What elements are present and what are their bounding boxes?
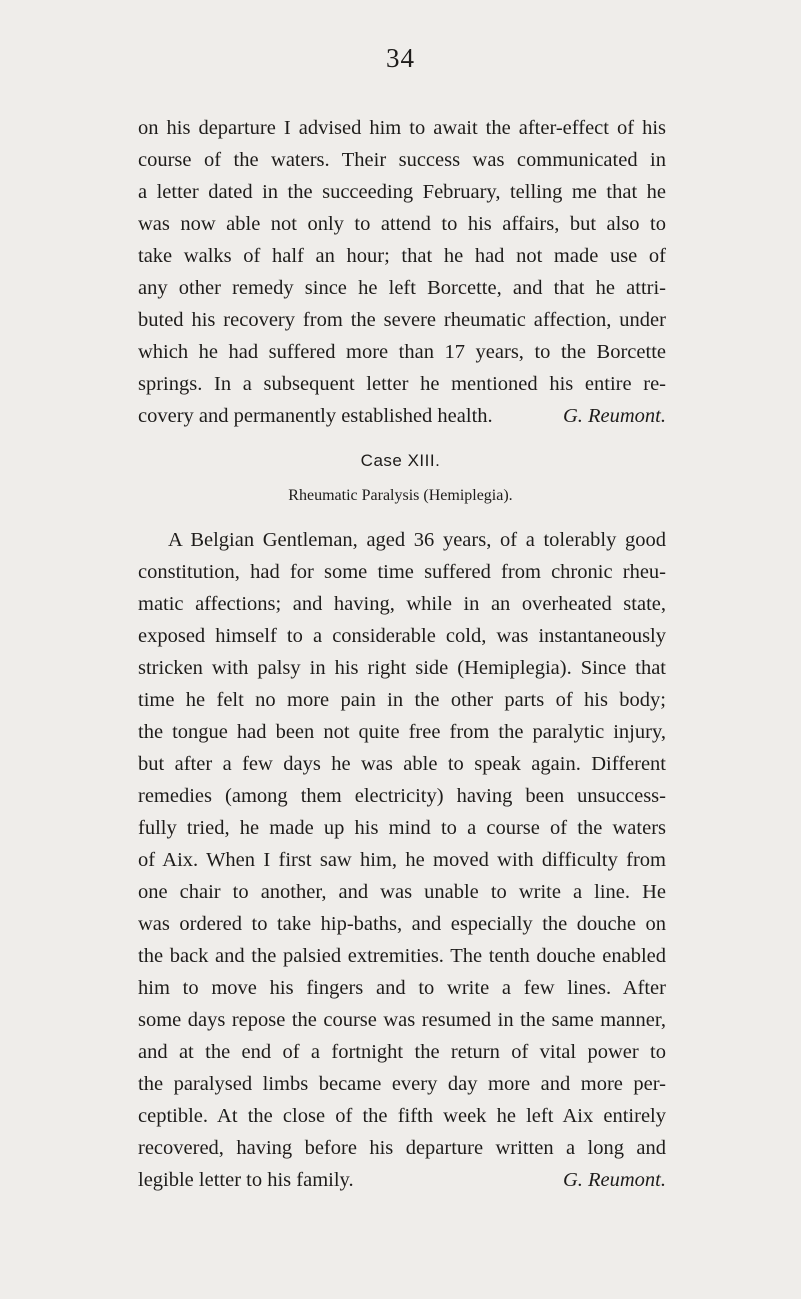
text-line: was now able not only to attend to his affairs, but also to <box>138 213 666 235</box>
text-line: constitution, had for some time suffered from chronic rheu- <box>138 561 666 583</box>
text-line: and at the end of a fortnight the return of vital power to <box>138 1041 666 1063</box>
text-line: but after a few days he was able to speak again. Different <box>138 753 666 775</box>
text-line-with-signature <box>138 400 666 432</box>
text-line: covery and permanently established health. <box>138 405 493 427</box>
text-line: the tongue had been not quite free from the paralytic injury, <box>138 721 666 743</box>
text-line: any other remedy since he left Borcette, and that he attri- <box>138 277 666 299</box>
text-line: legible letter to his family. <box>138 1169 354 1191</box>
text-line: on his departure I advised him to await the after-effect of his <box>138 117 666 139</box>
case-title: Case XIII. <box>360 451 441 470</box>
paragraph-case-xiii <box>138 524 666 1196</box>
text-line: springs. In a subsequent letter he mentioned his entire re- <box>138 373 666 395</box>
text-line: exposed himself to a considerable cold, was instantaneously <box>138 625 666 647</box>
page-number: 34 <box>386 43 415 73</box>
text-line: remedies (among them electricity) having been unsuccess- <box>138 785 666 807</box>
text-line: some days repose the course was resumed in the same manner, <box>138 1009 666 1031</box>
author-signature: G. Reumont. <box>562 405 666 427</box>
text-line: ceptible. At the close of the fifth week he left Aix entirely <box>138 1105 666 1127</box>
text-line: time he felt no more pain in the other parts of his body; <box>138 689 666 711</box>
paragraph-previous-case <box>138 112 666 432</box>
text-line: the back and the palsied extremities. The tenth douche enabled <box>138 945 666 967</box>
text-line: was ordered to take hip-baths, and especially the douche on <box>138 913 666 935</box>
text-line: buted his recovery from the severe rheumatic affection, under <box>138 309 666 331</box>
text-line: stricken with palsy in his right side (Hemiplegia). Since that <box>138 657 666 679</box>
text-line: matic affections; and having, while in an overheated state, <box>138 593 666 615</box>
text-line: take walks of half an hour; that he had not made use of <box>138 245 666 267</box>
text-line: a letter dated in the succeeding February, telling me that he <box>138 181 666 203</box>
text-line: the paralysed limbs became every day more and more per- <box>138 1073 666 1095</box>
text-line-with-signature <box>138 1164 666 1196</box>
text-line: one chair to another, and was unable to write a line. He <box>138 881 666 903</box>
case-subtitle: Rheumatic Paralysis (Hemiplegia). <box>288 487 513 504</box>
paragraph-text <box>138 112 666 432</box>
text-line: of Aix. When I first saw him, he moved with difficulty from <box>138 849 666 871</box>
text-line: recovered, having before his departure written a long and <box>138 1137 666 1159</box>
paragraph-text <box>138 524 666 1196</box>
text-line: which he had suffered more than 17 years, to the Borcette <box>138 341 666 363</box>
author-signature: G. Reumont. <box>562 1169 666 1191</box>
text-line: A Belgian Gentleman, aged 36 years, of a tolerably good <box>168 529 666 551</box>
text-line: him to move his fingers and to write a few lines. After <box>138 977 666 999</box>
text-line: fully tried, he made up his mind to a course of the waters <box>138 817 666 839</box>
text-line: course of the waters. Their success was communicated in <box>138 149 666 171</box>
